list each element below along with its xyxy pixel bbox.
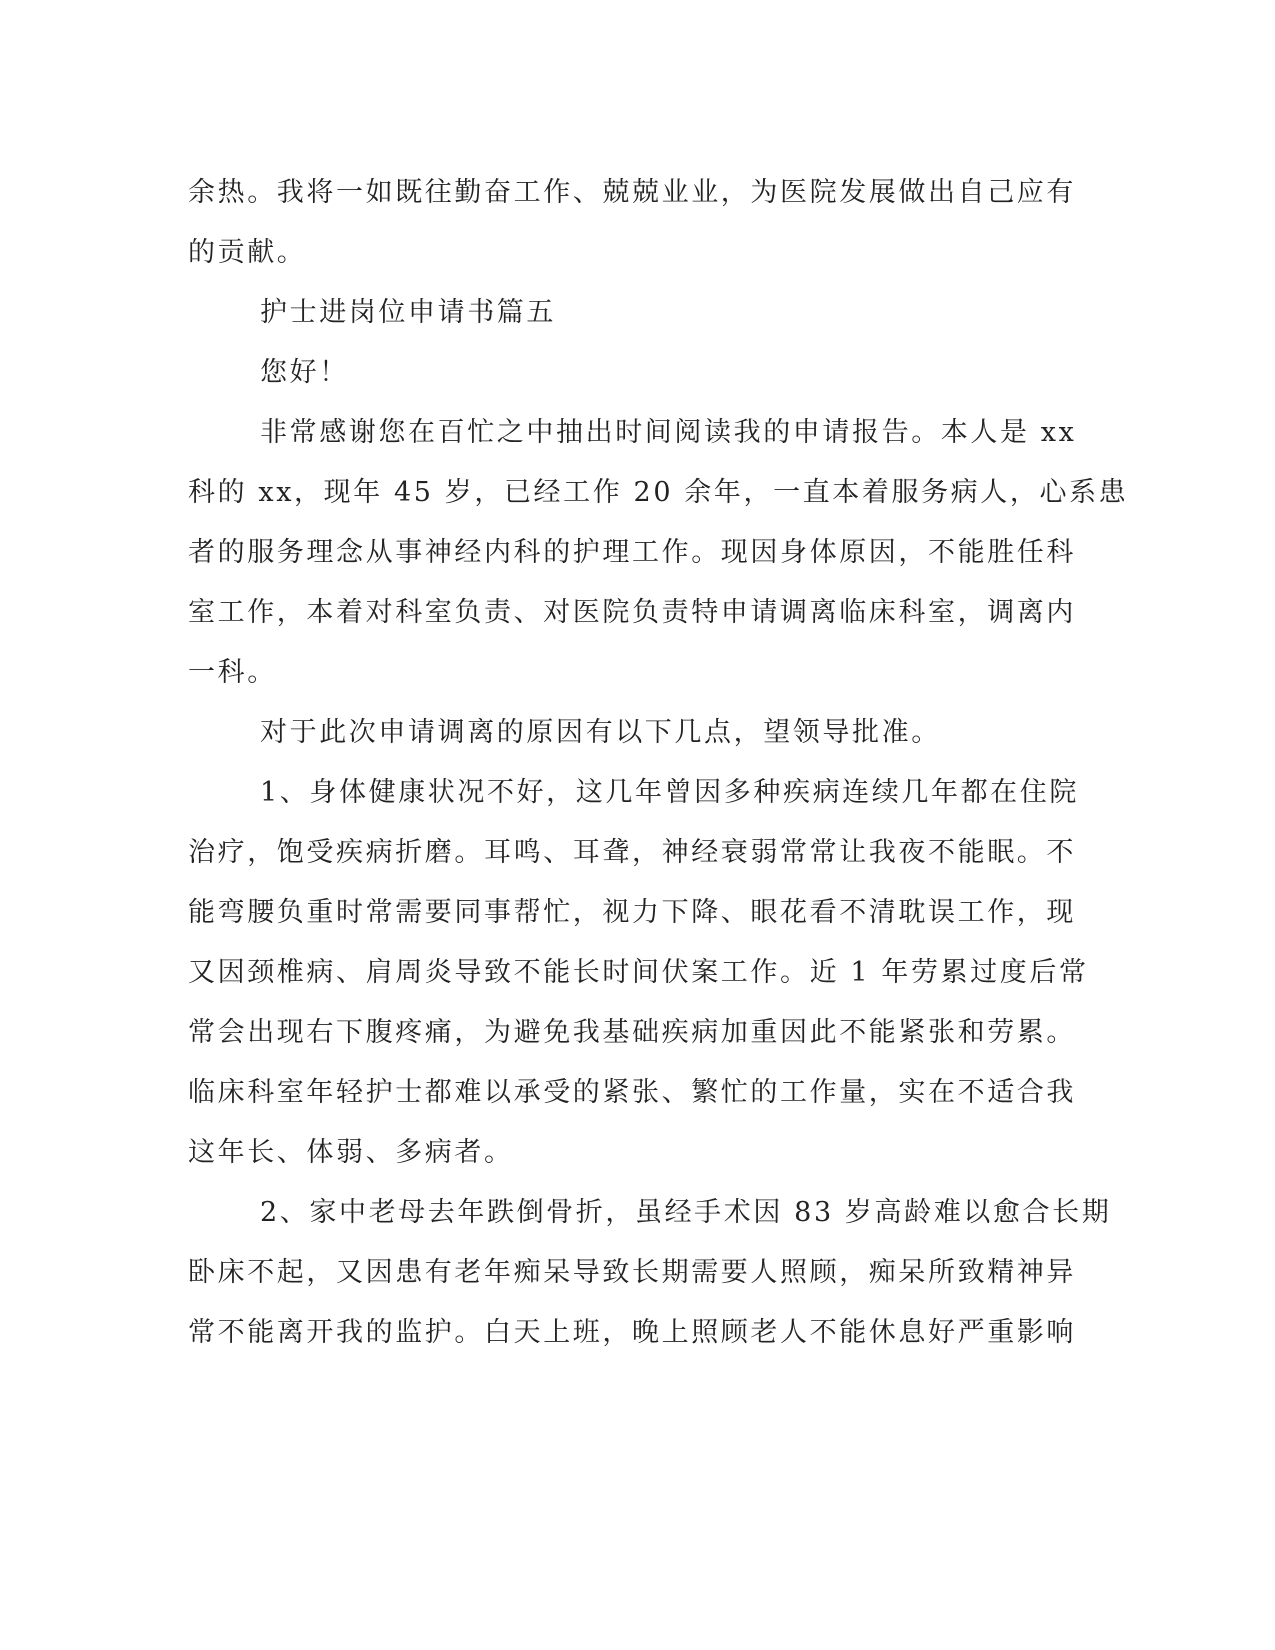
document-body	[188, 163, 1129, 1363]
text-line: 治疗，饱受疾病折磨。耳鸣、耳聋，神经衰弱常常让我夜不能眠。不	[188, 837, 1076, 868]
text-line: 常会出现右下腹疼痛，为避免我基础疾病加重因此不能紧张和劳累。	[188, 1017, 1076, 1048]
section-title: 护士进岗位申请书篇五	[260, 297, 556, 328]
text-line: 者的服务理念从事神经内科的护理工作。现因身体原因，不能胜任科	[188, 537, 1076, 568]
text-line: 又因颈椎病、肩周炎导致不能长时间伏案工作。近 1 年劳累过度后常	[188, 957, 1089, 988]
text-line: 常不能离开我的监护。白天上班，晚上照顾老人不能休息好严重影响	[188, 1317, 1076, 1348]
text-line: 一科。	[188, 657, 277, 688]
text-line: 的贡献。	[188, 237, 307, 268]
text-line: 能弯腰负重时常需要同事帮忙，视力下降、眼花看不清耽误工作，现	[188, 897, 1076, 928]
text-line: 科的 xx，现年 45 岁，已经工作 20 余年，一直本着服务病人，心系患	[188, 477, 1129, 508]
text-line: 对于此次申请调离的原因有以下几点，望领导批准。	[260, 717, 941, 748]
text-line: 这年长、体弱、多病者。	[188, 1137, 514, 1168]
list-item: 2、家中老母去年跌倒骨折，虽经手术因 83 岁高龄难以愈合长期	[260, 1197, 1112, 1228]
text-line: 余热。我将一如既往勤奋工作、兢兢业业，为医院发展做出自己应有	[188, 177, 1076, 208]
text-line: 卧床不起，又因患有老年痴呆导致长期需要人照顾，痴呆所致精神异	[188, 1257, 1076, 1288]
greeting: 您好！	[260, 357, 349, 388]
text-line: 临床科室年轻护士都难以承受的紧张、繁忙的工作量，实在不适合我	[188, 1077, 1076, 1108]
text-line: 非常感谢您在百忙之中抽出时间阅读我的申请报告。本人是 xx	[260, 417, 1077, 448]
text-line: 室工作，本着对科室负责、对医院负责特申请调离临床科室，调离内	[188, 597, 1076, 628]
list-item: 1、身体健康状况不好，这几年曾因多种疾病连续几年都在住院	[260, 777, 1079, 808]
